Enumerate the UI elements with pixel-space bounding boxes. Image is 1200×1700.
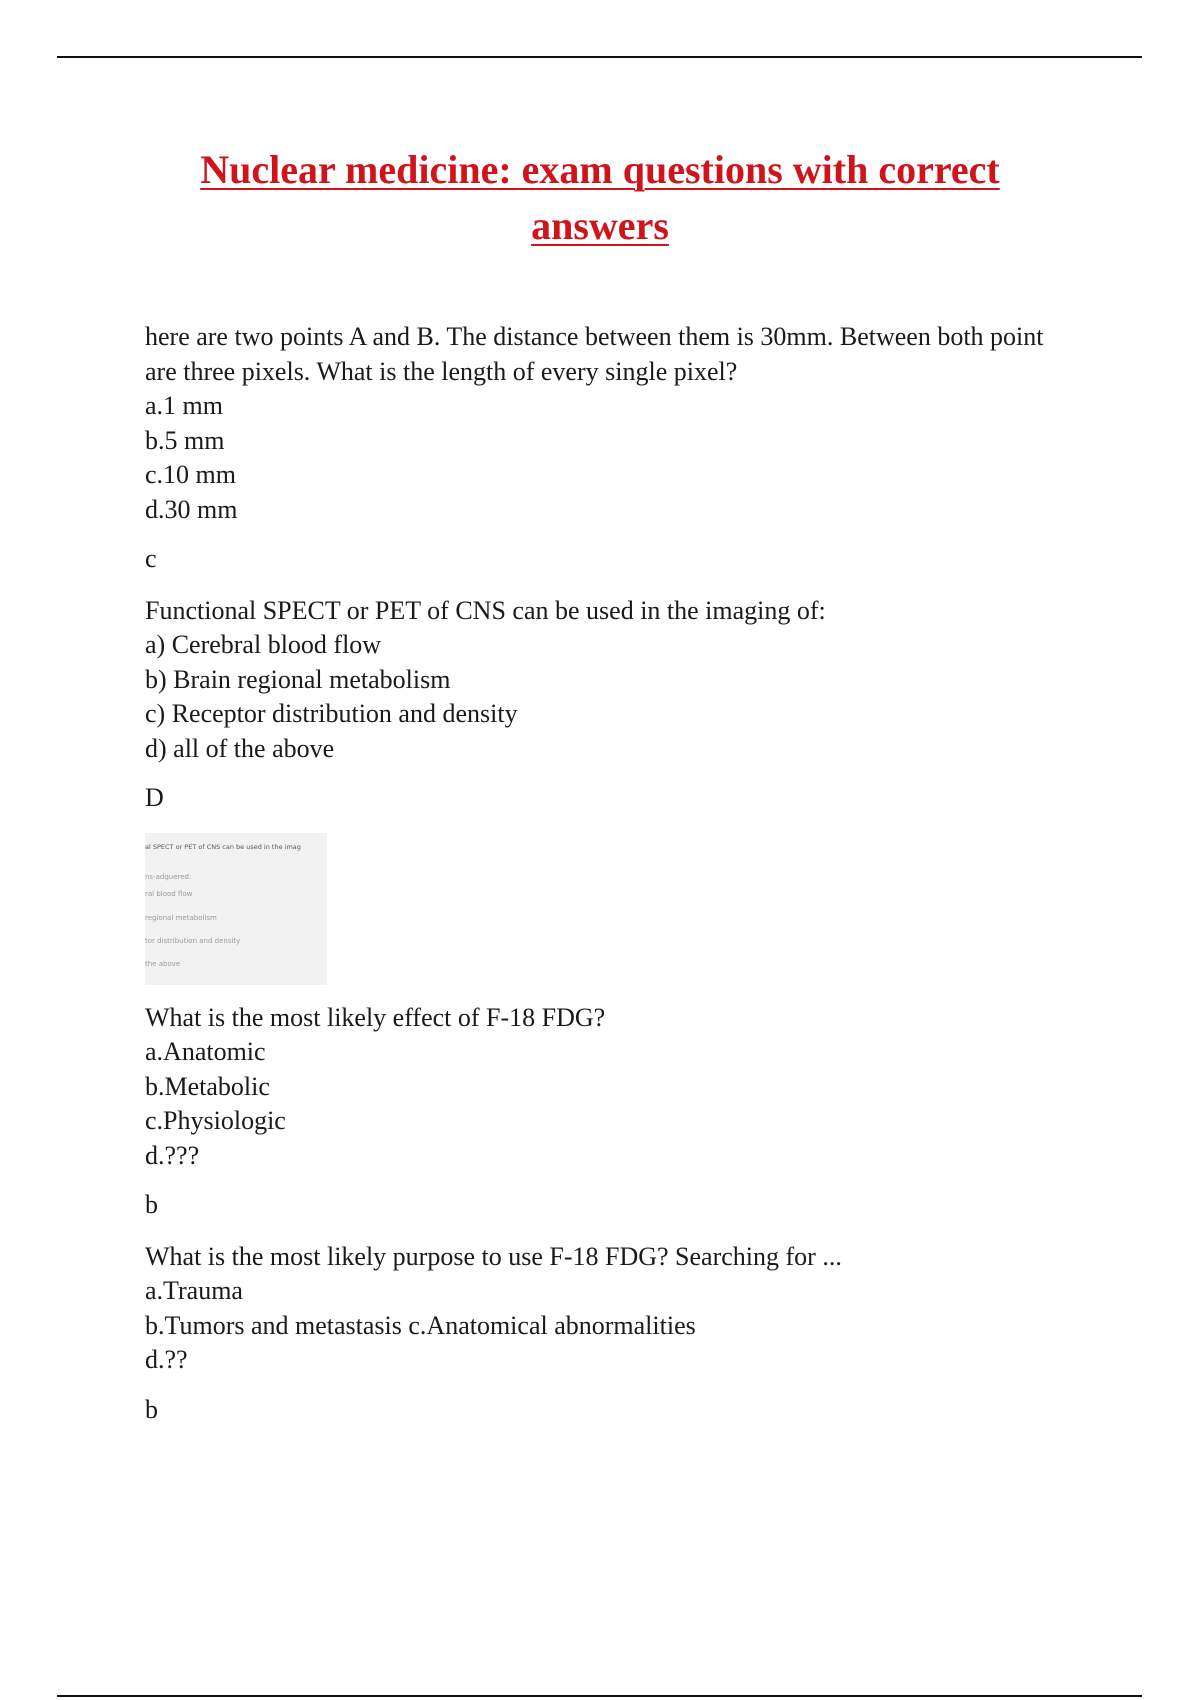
answer-option: a.1 mm <box>145 391 223 420</box>
answer-option: c.10 mm <box>145 460 236 489</box>
title-line-2: answers <box>531 203 669 248</box>
bottom-rule <box>57 1695 1142 1697</box>
correct-answer-4: b <box>145 1394 158 1424</box>
answer-option: d.?? <box>145 1345 188 1374</box>
thumbnail-text-line: al SPECT or PET of CNS can be used in the imag <box>145 842 301 851</box>
question-text: What is the most likely purpose to use F-18 FDG? Searching for ... <box>145 1241 842 1271</box>
answer-option: d.??? <box>145 1140 200 1170</box>
answer-option: c) Receptor distribution and density <box>145 699 518 728</box>
thumbnail-text-line: the above <box>145 959 181 968</box>
answer-option: b) Brain regional metabolism <box>145 664 451 694</box>
top-rule <box>57 56 1142 58</box>
answer-option: d) all of the above <box>145 733 335 763</box>
question-block-1 <box>145 320 1075 527</box>
thumbnail-text-line: ral blood flow <box>145 889 193 898</box>
answer-option: a) Cerebral blood flow <box>145 630 382 659</box>
question-block-3 <box>145 1001 1075 1174</box>
answer-option: b.Metabolic <box>145 1071 270 1101</box>
thumbnail-text-line: regional metabolism <box>145 913 217 922</box>
question-block-2 <box>145 594 1075 767</box>
answer-option: b.Tumors and metastasis c.Anatomical abnormalities <box>145 1310 696 1340</box>
correct-answer-1: c <box>145 544 157 573</box>
answer-option: d.30 mm <box>145 494 238 524</box>
question-block-4 <box>145 1240 1075 1378</box>
question-text: here are two points A and B. The distance between them is 30mm. Between both point are three pixels. What is the length of every single pixel? <box>145 322 1044 386</box>
thumbnail-text-line: tor distribution and density <box>145 936 241 945</box>
document-body <box>145 320 1075 1444</box>
answer-option: a.Trauma <box>145 1276 243 1305</box>
answer-option: b.5 mm <box>145 425 225 455</box>
thumbnail-text-line: ns-adquered: <box>145 872 192 881</box>
question-text: What is the most likely effect of F-18 FDG? <box>145 1002 606 1032</box>
answer-option: a.Anatomic <box>145 1037 266 1066</box>
title-line-1: Nuclear medicine: exam questions with correct <box>200 147 1000 192</box>
document-title <box>100 142 1100 254</box>
correct-answer-3: b <box>145 1190 158 1219</box>
answer-option: c.Physiologic <box>145 1106 286 1135</box>
question-text: Functional SPECT or PET of CNS can be used in the imaging of: <box>145 595 826 625</box>
question-thumbnail-image <box>145 833 327 985</box>
correct-answer-2: D <box>145 783 164 812</box>
